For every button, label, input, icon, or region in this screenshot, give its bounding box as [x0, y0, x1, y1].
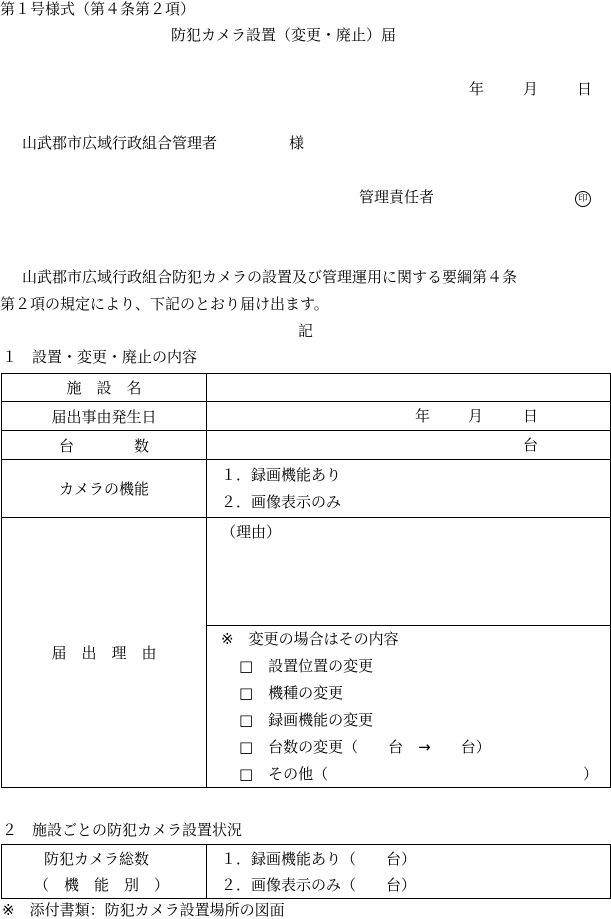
change-item-recording[interactable]: □ 録画機能の変更: [239, 711, 374, 729]
camera-total-label: [2, 845, 207, 899]
seal-icon: 印: [575, 191, 591, 207]
change-details: [207, 626, 611, 788]
date-day: 日: [577, 80, 593, 98]
change-item-other[interactable]: □ その他（: [239, 765, 329, 783]
addressee-name: 山武郡市広域行政組合管理者: [22, 134, 218, 152]
event-date-value[interactable]: [207, 402, 611, 431]
change-note: ※ 変更の場合はその内容: [221, 630, 399, 648]
change-item-other-close: ）: [583, 765, 599, 783]
count-unit: 台: [523, 436, 539, 454]
row-event-date: [2, 402, 611, 431]
camera-total-label-line-1: 防犯カメラ総数: [44, 850, 150, 868]
reason-note: （理由）: [221, 523, 282, 541]
section-2-heading: ２ 施設ごとの防犯カメラ設置状況: [2, 821, 243, 839]
function-value: [207, 460, 611, 518]
body-line-1: 山武郡市広域行政組合防犯カメラの設置及び管理運用に関する要綱第４条: [22, 268, 518, 286]
date-month: 月: [523, 80, 539, 98]
seal-mark: [575, 189, 591, 207]
event-day: 日: [523, 407, 539, 425]
form-number: 第１号様式（第４条第２項）: [0, 0, 196, 18]
section-1-heading: １ 設置・変更・廃止の内容: [2, 348, 198, 366]
row-facility-name: [2, 374, 611, 402]
body-line-2: 第２項の規定により、下記のとおり届け出ます。: [0, 295, 329, 313]
manager-label: 管理責任者: [359, 188, 435, 206]
function-option-2[interactable]: ２．画像表示のみ: [221, 493, 342, 511]
change-item-model[interactable]: □ 機種の変更: [239, 684, 344, 702]
form-title: 防犯カメラ設置（変更・廃止）届: [171, 26, 397, 44]
function-label: カメラの機能: [2, 460, 207, 518]
facility-name-label: 施 設 名: [2, 374, 207, 402]
ki-mark: 記: [298, 322, 314, 340]
row-camera-total: [2, 845, 611, 899]
row-count: [2, 431, 611, 460]
reason-label: 届 出 理 由: [2, 518, 207, 788]
count-label: 台 数: [2, 431, 207, 460]
change-item-count[interactable]: □ 台数の変更（ 台 → 台）: [239, 738, 491, 756]
camera-total-label-line-2: （ 機 能 別 ）: [34, 876, 170, 894]
reason-value[interactable]: [207, 518, 611, 626]
addressee-honorific: 様: [289, 134, 305, 152]
camera-total-value: [207, 845, 611, 899]
attachment-note: ※ 添付書類：防犯カメラ設置場所の図面: [2, 901, 285, 919]
function-option-1[interactable]: １．録画機能あり: [221, 466, 342, 484]
camera-total-option-2[interactable]: ２．画像表示のみ（ 台）: [221, 876, 417, 894]
event-year: 年: [415, 407, 431, 425]
row-reason: [2, 518, 611, 626]
count-value[interactable]: [207, 431, 611, 460]
row-function: [2, 460, 611, 518]
section-1-table: [1, 373, 611, 788]
event-month: 月: [468, 407, 484, 425]
camera-total-option-1[interactable]: １．録画機能あり（ 台）: [221, 850, 417, 868]
date-year: 年: [469, 80, 485, 98]
event-date-label: 届出事由発生日: [2, 402, 207, 431]
facility-name-value[interactable]: [207, 374, 611, 402]
section-2-table: [1, 844, 611, 899]
change-item-location[interactable]: □ 設置位置の変更: [239, 657, 374, 675]
